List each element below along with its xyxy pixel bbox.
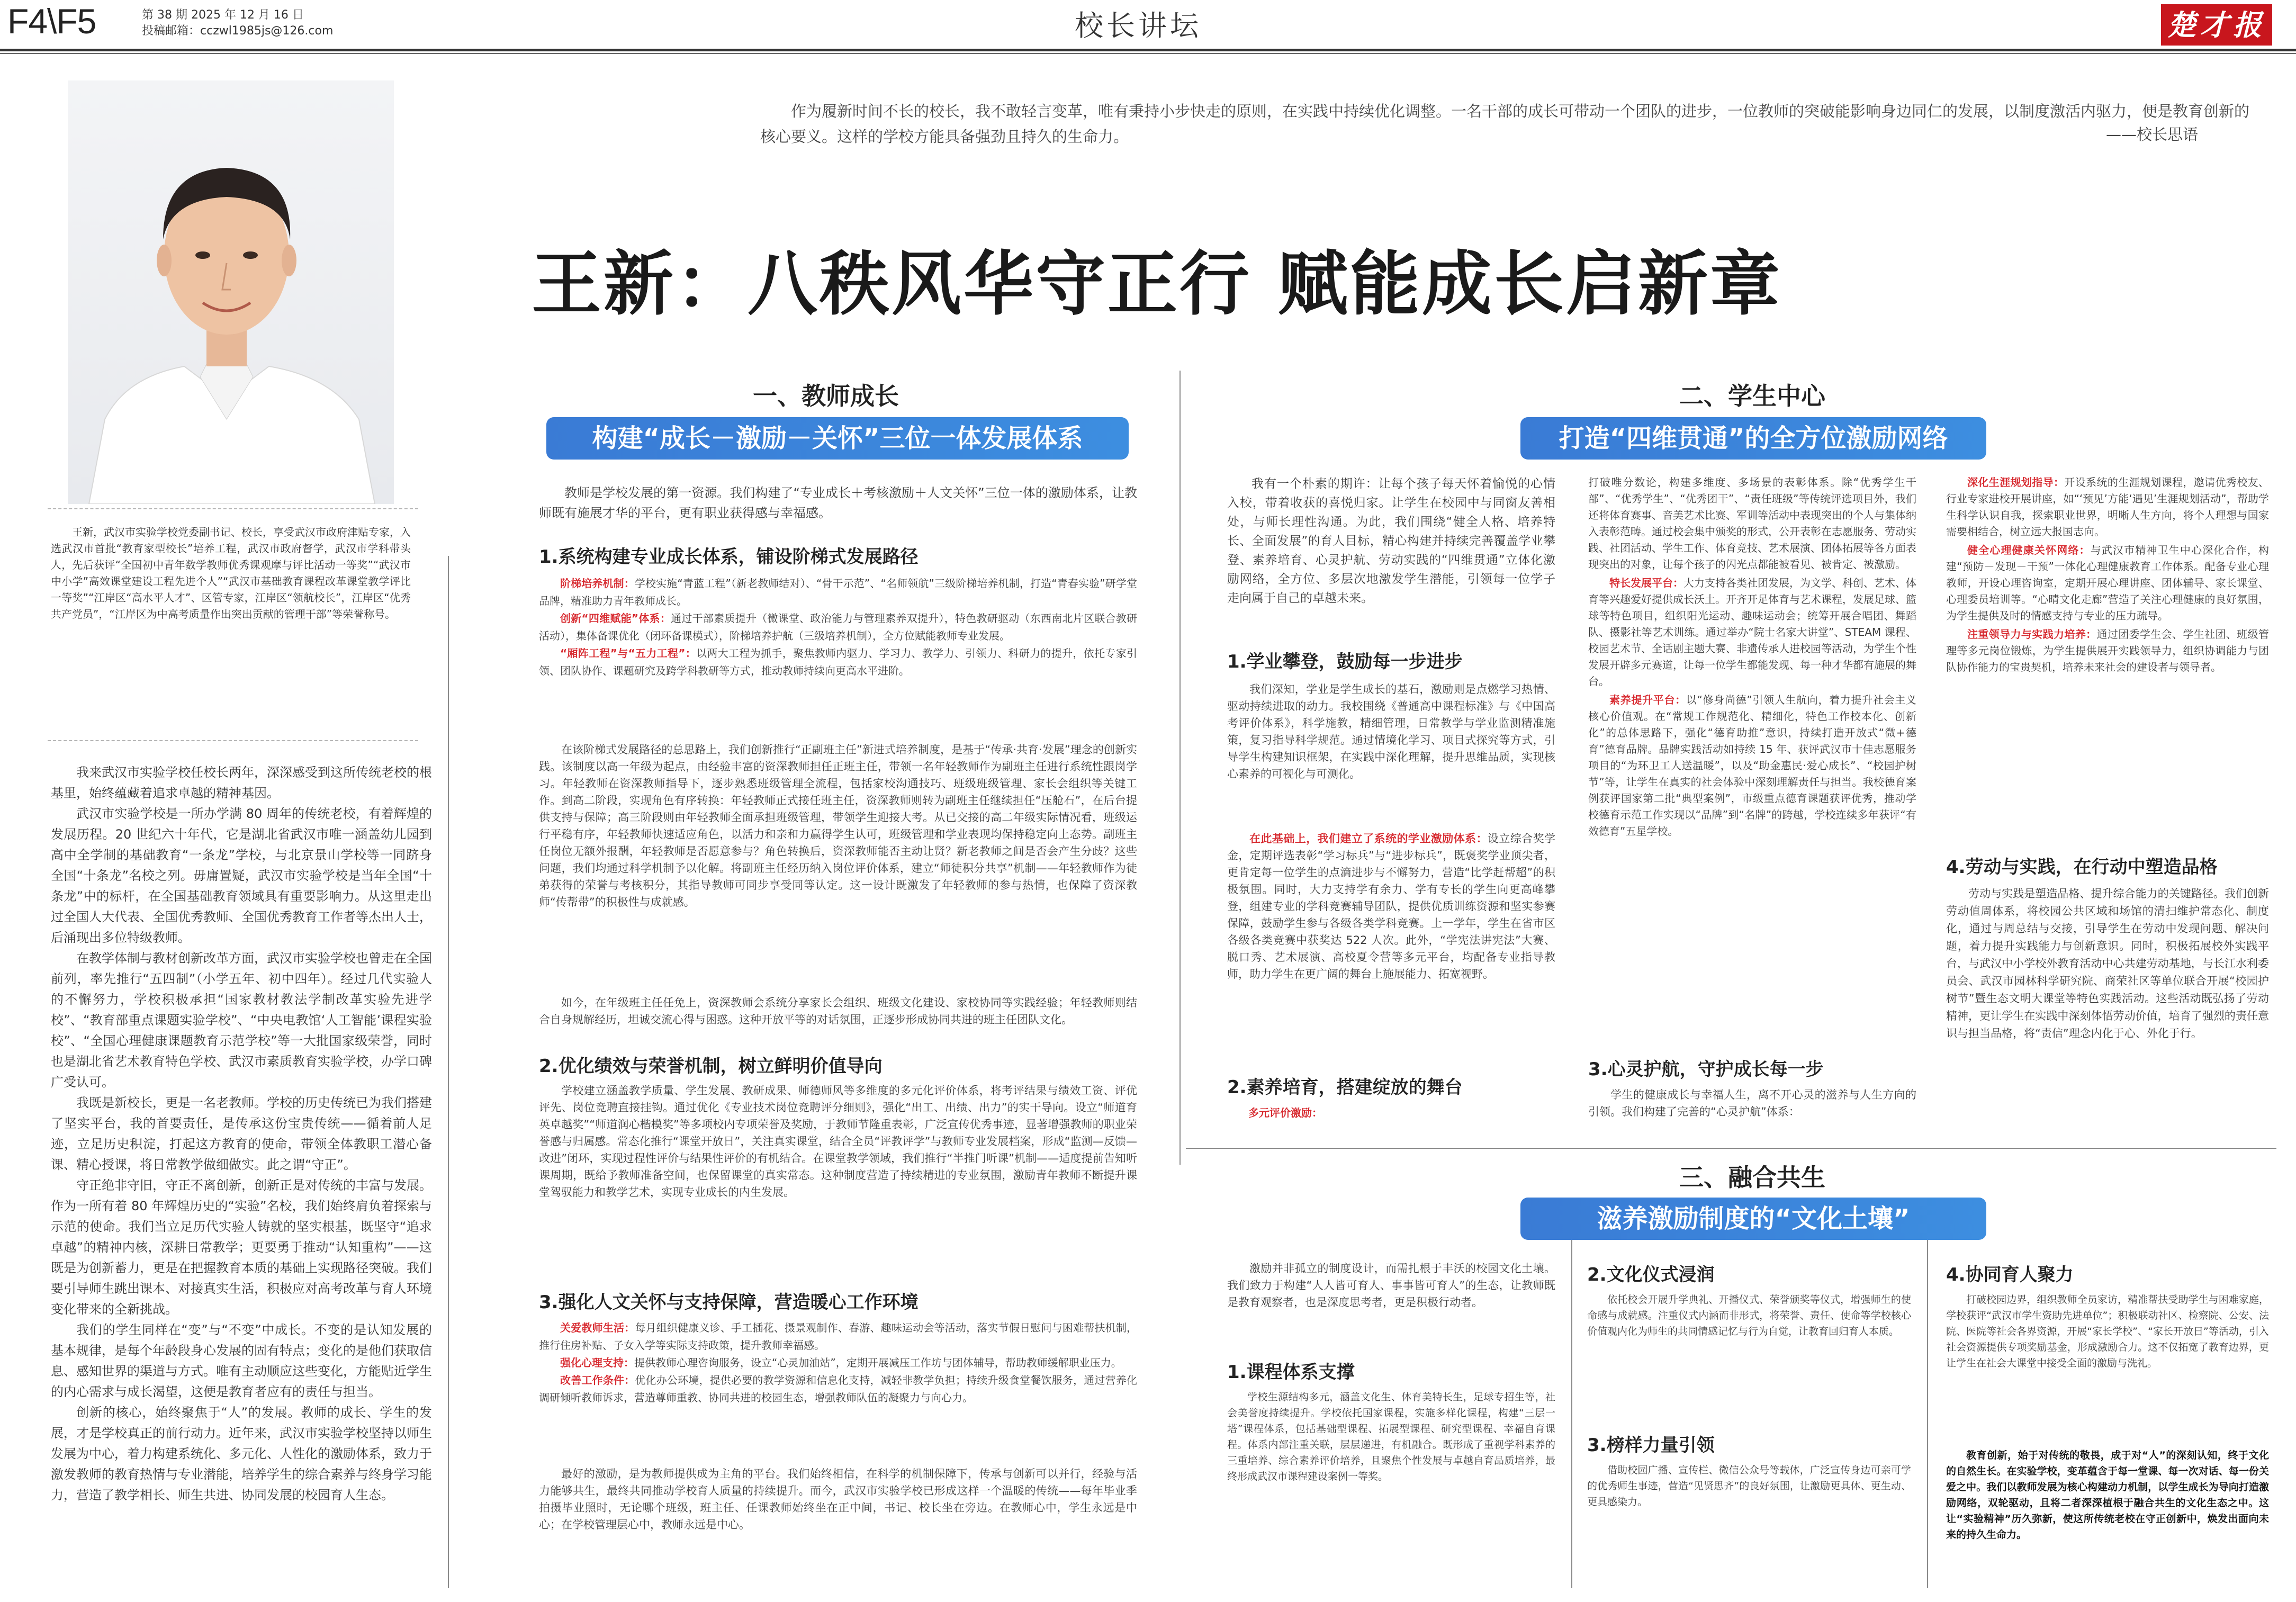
section2-h2-item-label: 多元评价激励： [1248, 1106, 1322, 1119]
section3-h4: 4.协同育人聚力 [1946, 1264, 2074, 1285]
section2-h2-item3-text: 以“修身尚德”引领人生航向，着力提升社会主义核心价值观。在“常规工作规范化、精细化，特色工作校本化、创新化”的总体思路下，强化“德育助推”意识，持续打造开放式“微+德育”德育品牌。品牌实践活动如持续 15 年、获评武汉市十佳志愿服务项目的“为环卫工人送温暖”，以及“助金惠民·爱心成长”、“校园护树节”等，让学生在真实的社会体验中深刻理解责任与担当。我校德育案例获评国家第二批“典型案例”，市级重点德育课题获评优秀，推动学校德育示范工作实现以“品牌”到“名牌”的跨越，学校连续多年获评“有效德育”五星学校。 [1588, 694, 1916, 838]
section2-h2: 2.素养培育，搭建绽放的舞台 [1227, 1077, 1463, 1098]
submission-email: 投稿邮箱：cczwl1985js@126.com [142, 24, 334, 38]
section1-h1: 1.系统构建专业成长体系，铺设阶梯式发展路径 [539, 546, 919, 568]
h3-item-label: 深化生涯规划指导： [1967, 476, 2065, 489]
intro-paragraph: 创新的核心，始终聚焦于“人”的发展。教师的成长、学生的发展，才是学校真正的前行动力。近年来，武汉市实验学校坚持以师生发展为中心，着力构建系统化、多元化、人性化的激励体系，致力于激发教师的教育热情与专业潜能，培养学生的综合素养与终身学习能力，营造了教学相长、师生共进、协同发展的校园育人生态。 [51, 1405, 432, 1502]
principal-bio: 王新，武汉市实验学校党委副书记、校长，享受武汉市政府津贴专家，入选武汉市首批“教育家型校长”培养工程，武汉市政府督学，武汉市学科带头人，先后获评“全国初中青年数学教师优秀课观摩与评比活动一等奖”“武汉市中小学”高效课堂建设工程先进个人”“武汉市基础教育课程改革课堂教学评比一等奖”“江岸区“高水平人才”、区管专家，江岸区“领航校长”，江岸区“优秀共产党员”，“江岸区为中高考质量作出突出贡献的管理干部”等荣誉称号。 [51, 526, 411, 620]
section2-h2-item [1227, 1104, 1555, 1121]
section2-h1-para2-label: 在此基础上，我们建立了系统的学业激励体系： [1249, 832, 1488, 845]
section2-h2-item3-label: 素养提升平台： [1609, 694, 1686, 706]
left-intro-column [51, 762, 432, 1506]
section3-title: 三、融合共生 [1679, 1163, 1825, 1192]
section3-h2-para: 依托校会开展升学典礼、开播仪式、荣誉颁奖等仪式，增强师生的使命感与成就感。注重仪式内涵而非形式，将荣誉、责任、使命等学校核心价值观内化为师生的共同情感记忆与行为自觉，让教育回归育人本质。 [1587, 1294, 1911, 1337]
h1-item [539, 645, 1137, 680]
section1-h3-para: 最好的激励，是为教师提供成为主角的平台。我们始终相信，在科学的机制保障下，传承与创新可以并行，经验与活力能够共生，最终共同推动学校育人质量的持续提升。而今，武汉市实验学校已形成这样一个温暖的传统——每年毕业季拍摄毕业照时，无论哪个班级，班主任、任课教师始终坐在正中间，书记、校长坐在旁边。在教师心中，学生永远是中心；在学校管理层心中，教师永远是中心。 [539, 1468, 1137, 1531]
h3-item [1946, 626, 2269, 676]
principal-portrait [68, 80, 394, 504]
section3-banner: 滋养激励制度的“文化土壤” [1520, 1198, 1986, 1240]
section2-intro: 我有一个朴素的期许：让每个孩子每天怀着愉悦的心情入校，带着收获的喜悦归家。让学生在校园中与同窗友善相处，与师长理性沟通。为此，我们围绕“健全人格、培养特长、全面发展”的育人目标，精心构建并持续完善覆盖学业攀登、素养培育、心灵护航、劳动实践的“四维贯通”立体化激励网络，全方位、多层次地激发学生潜能，引领每一位学子走向属于自己的卓越未来。 [1227, 477, 1555, 605]
section2-banner: 打造“四维贯通”的全方位激励网络 [1520, 417, 1986, 460]
section1-banner: 构建“成长－激励－关怀”三位一体发展体系 [546, 417, 1129, 460]
h3-item-label: 强化心理支持： [560, 1356, 634, 1369]
paper-logo: 楚才报 [2161, 4, 2272, 46]
section2-h2-item2-text: 大力支持各类社团发展，为文学、科创、艺术、体育等兴趣爱好提供成长沃土。开齐开足体育与艺术课程，发展足球、篮球等特色项目，组织阳光运动、趣味运动会；统筹开展合唱团、舞蹈队、摄影社等艺术训练。通过举办“院士名家大讲堂”、STEAM 课程、校园艺术节、全话剧主题大赛、非遗传承人进校园等活动，为学生个性发展开辟多元赛道，让每一位学生都能发现、每一种才华都有施展的舞台。 [1588, 577, 1916, 688]
h1-item-label: 创新“四维赋能”体系： [560, 612, 671, 625]
principal-quote: 作为履新时间不长的校长，我不敢轻言变革，唯有秉持小步快走的原则，在实践中持续优化调整。一名干部的成长可带动一个团队的进步，一位教师的突破能影响身边同仁的发展，以制度激活内驱力，便是教育创新的核心要义。这样的学校方能具备强劲且持久的生命力。 [760, 102, 2250, 146]
h3-item-label: 注重领导力与实践力培养： [1967, 628, 2097, 641]
section2-h3-items [1946, 474, 2269, 676]
intro-paragraph: 武汉市实验学校是一所办学满 80 周年的传统老校，有着辉煌的发展历程。20 世纪六十年代，它是湖北省武汉市唯一涵盖幼儿园到高中全学制的基础教育“一条龙”学校，与北京景山学校等一同跻身全国“十条龙”名校之列。毋庸置疑，武汉市实验学校是当年全国“十条龙”中的标杆，在全国基础教育领域具有重要影响力。从这里走出过全国人大代表、全国优秀教师、全国优秀教育工作者等杰出人士，后涌现出多位特级教师。 [51, 806, 432, 945]
h3-item [1946, 542, 2269, 624]
section1-h3-items [539, 1319, 1137, 1407]
section3-h2: 2.文化仪式浸润 [1587, 1264, 1715, 1285]
column-rule [448, 556, 449, 1588]
section2-h4: 4.劳动与实践，在行动中塑造品格 [1946, 857, 2218, 878]
section1-intro: 教师是学校发展的第一资源。我们构建了“专业成长＋考核激励＋人文关怀”三位一体的激励体系，让教师既有施展才华的平台，更有职业获得感与幸福感。 [539, 485, 1137, 520]
section3-rule [1186, 1148, 2276, 1149]
h3-item [539, 1372, 1137, 1407]
h1-item-label: “厢阵工程”与“五力工程”： [560, 647, 697, 660]
section1-h2: 2.优化绩效与荣誉机制，树立鲜明价值导向 [539, 1056, 883, 1077]
h1-item-text: 通过干部素质提升（微课堂、政治能力与管理素养双提升），特色教研驱动（东西南北片区联合教研活动），集体备课优化（闭环备课模式），阶梯培养护航（三级培养机制），全方位赋能教师专业发展。 [539, 612, 1138, 642]
section1-title: 一、教师成长 [753, 382, 899, 410]
section3-h1-para: 学校生源结构多元，涵盖文化生、体育美特长生，足球专招生等，社会美誉度持续提升。学校依托国家课程，实施多样化课程，构建“三层一塔”课程体系，包括基础型课程、拓展型课程、研究型课程、幸福自育课程。体系内部注重关联，层层递进，有机融合。既形成了重视学科素养的三重培养、综合素养评价培养，且聚焦个性发展与卓越自育品质培养，最终形成武汉市课程建设案例一等奖。 [1227, 1391, 1555, 1482]
section1-h1-items [539, 575, 1137, 680]
section3-h3-para: 借助校园广播、宣传栏、微信公众号等载体，广泛宣传身边可亲可学的优秀师生事迹，营造“见贤思齐”的良好氛围，让激励更具体、更生动、更具感染力。 [1587, 1464, 1911, 1508]
headline: 王新：八秩风华守正行 赋能成长启新章 [532, 244, 1782, 325]
section2-h3-para: 学生的健康成长与幸福人生，离不开心灵的滋养与人生方向的引领。我们构建了完善的“心灵护航”体系： [1588, 1088, 1916, 1118]
h3-item-text: 与武汉市精神卫生中心深化合作，构建“预防－发现－干预”一体化心理健康教育工作体系。配备专业心理教师，开设心理咨询室，定期开展心理讲座、团体辅导、家长课堂、心理委员培训等。“心晴文化走廊”营造了关注心理健康的良好氛围，为学生提供及时的情感支持与专业的压力疏导。 [1946, 544, 2270, 622]
header-rule [0, 49, 2296, 51]
section1-h3: 3.强化人文关怀与支持保障，营造暖心工作环境 [539, 1292, 919, 1313]
section2-h2-item2-label: 特长发展平台： [1609, 577, 1683, 589]
h3-item [1946, 474, 2269, 540]
section3-intro: 激励并非孤立的制度设计，而需扎根于丰沃的校园文化土壤。我们致力于构建“人人皆可育人、事事皆可育人”的生态，让教师既是教育观察者，也是深度思考者，更是积极行动者。 [1227, 1262, 1555, 1309]
intro-paragraph: 我们的学生同样在“变”与“不变”中成长。不变的是认知发展的基本规律，是每个年龄段身心发展的固有特点；变化的是他们获取信息、感知世界的渠道与方式。唯有主动顺应这些变化，方能贴近学生的内心需求与成长渴望，这便是教育者应有的责任与担当。 [51, 1322, 432, 1399]
h1-item-text: 以两大工程为抓手，聚焦教师内驱力、学习力、教学力、引领力、科研力的提升，依托专家引领、团队协作、课题研究及跨学科教研等方式，推动教师持续向更高水平进阶。 [539, 647, 1138, 677]
h3-item-text: 每月组织健康义诊、手工插花、摄景观制作、春游、趣味运动会等活动，落实节假日慰问与困难帮扶机制，推行住房补贴、子女入学等实际支持政策，提升教师幸福感。 [539, 1321, 1138, 1352]
h1-item [539, 610, 1137, 645]
section2-h1-para2 [1227, 830, 1555, 983]
section3-closing: 教育创新，始于对传统的敬畏，成于对“人”的深刻认知，终于文化的自然生长。在实验学校，变革蕴含于每一堂课、每一次对话、每一份关爱之中。我们以教师发展为核心构建动力机制，以学生成长为导向打造激励网络，双轮驱动，且将二者深深植根于融合共生的文化生态之中。这让“实验精神”历久弥新，使这所传统老校在守正创新中，焕发出面向未来的持久生命力。 [1946, 1450, 2269, 1541]
section1-h1-para2: 如今，在年级班主任任免上，资深教师会系统分享家长会组织、班级文化建设、家校协同等实践经验；年轻教师则结合自身规解经历，坦诚交流心得与困惑。这种开放平等的对话氛围，正逐步形成协同共进的班主任团队文化。 [539, 996, 1137, 1026]
h3-item-label: 健全心理健康关怀网络： [1967, 544, 2091, 556]
intro-paragraph: 守正绝非守旧，守正不离创新，创新正是对传统的丰富与发展。作为一所有着 80 年辉煌历史的“实验”名校，我们始终肩负着探索与示范的使命。我们当立足历代实验人铸就的坚实根基，既坚守“追求卓越”的精神内核，深耕日常教学；更要勇于推动“认知重构”——这既是为创新蓄力，更是在把握教育本质的基础上实现路径突破。我们要引导师生跳出课本、对接真实生活，积极应对高考改革与育人环境变化带来的全新挑战。 [51, 1178, 432, 1317]
column-rule [1927, 1218, 1928, 1588]
h1-item [539, 575, 1137, 610]
section2-h3: 3.心灵护航，守护成长每一步 [1588, 1059, 1824, 1080]
h3-item-label: 关爱教师生活： [560, 1321, 635, 1334]
page-number: F4\F5 [7, 2, 96, 41]
section1-h1-para: 在该阶梯式发展路径的总思路上，我们创新推行“正副班主任”新进式培养制度，是基于“传承·共育·发展”理念的创新实践。该制度以高一年级为起点，由经验丰富的资深教师担任正班主任，带领一名年轻教师作为副班主任进行系统性跟岗学习。年轻教师在资深教师指导下，逐步熟悉班级管理全流程，包括家校沟通技巧、班级班级管理、家长会组织等关键工作。到高二阶段，实现角色有序转换：年轻教师正式接任班主任，资深教师则转为副班主任继续担任“压舱石”，在后台提供支持与保障；高三阶段则由年轻教师全面承担班级管理，带领学生迎接大考。从已交接的高二年级实际情况看，班级运行平稳有序，年轻教师快速适应角色，以活力和亲和力赢得学生认可，班级管理和学业表现均保持稳定向上态势。副班主任岗位无额外报酬，年轻教师是否愿意参与？角色转换后，资深教师能否主动让贤？新老教师之间是否会产生分歧？这些问题，我们均通过科学机制予以化解。将副班主任经历纳入岗位评价体系，建立“师徒积分共享”机制——年轻教师作为徒弟获得的荣誉与考核积分，其指导教师可同步享受同等认定。这一设计既激发了年轻教师的参与热情，也保障了资深教师“传帮带”的积极性与成就感。 [539, 743, 1137, 908]
section3-h1: 1.课程体系支撑 [1227, 1362, 1355, 1383]
issue-date: 第 38 期 2025 年 12 月 16 日 [142, 8, 304, 22]
h3-item-label: 改善工作条件： [560, 1374, 635, 1387]
column-name: 校长讲坛 [1075, 9, 1202, 42]
column-rule [1179, 371, 1181, 1165]
section2-h2-item-text: 打破唯分数论，构建多维度、多场景的表彰体系。除“优秀学生干部”、“优秀学生”、“优秀团干”、“责任班级”等传统评选项目外，我们还将体育赛事、音美艺术比赛、军训等活动中表现突出的个人与集体纳入表彰范畴。通过校会集中颁奖的形式，公开表彰在志愿服务、劳动实践、社团活动、学生工作、体育竞技、艺术展演、团体拓展等各方面表现突出的对象，让每个孩子的闪光点都能被看见、被肯定、被激励。 [1588, 476, 1916, 571]
h3-item-text: 提供教师心理咨询服务，设立“心灵加油站”，定期开展减压工作坊与团体辅导，帮助教师缓解职业压力。 [634, 1356, 1122, 1369]
header-rule-thin [0, 53, 2296, 54]
h1-item-text: 学校实施“青蓝工程”（新老教师结对）、“骨干示范”、“名师领航”三级阶梯培养机制，打造“青春实验”研学堂品牌，精准助力青年教师成长。 [539, 577, 1138, 607]
section2-h2-item3 [1588, 692, 1916, 840]
h3-item-text: 优化办公环境，提供必要的教学资源和信息化支持，减轻非教学负担；持续升级食堂餐饮服务，通过营养化调研倾听教师诉求，营造尊师重教、协同共进的校园生态，增强教师队伍的凝聚力与向心力。 [539, 1374, 1138, 1404]
h3-item-text: 通过团委学生会、学生社团、班级管理等多元岗位锻炼，为学生提供展开实践领导力，组织协调能力与团队协作能力的宝贵契机，培养未来社会的建设者与领导者。 [1946, 628, 2270, 673]
section3-h4-para: 打破校园边界，组织教师全员家访，精准帮扶受助学生与困难家庭，学校获评“武汉市学生资助先进单位”；积极联动社区、检察院、公安、法院、医院等社会各界资源，开展“家长学校”、“家长开放日”等活动，引入社会资源提供专项奖励基金，形成激励合力。这不仅拓宽了教育边界，更让学生在社会大课堂中接受全面的激励与洗礼。 [1946, 1294, 2269, 1369]
section2-title: 二、学生中心 [1679, 382, 1825, 410]
portrait-illustration [68, 80, 394, 504]
section2-h1-para: 我们深知，学业是学生成长的基石，激励则是点燃学习热情、驱动持续进取的动力。我校围绕《普通高中课程标准》与《中国高考评价体系》，科学施教，精细管理，日常教学与学业监测精准施策，复习指导科学规范。通过情境化学习、项目式探究等方式，引导学生构建知识框架，在实践中深化理解，提升思维品质，实现核心素养的可视化与可测化。 [1227, 683, 1555, 780]
h1-item-label: 阶梯培养机制： [560, 577, 635, 590]
h3-item [539, 1319, 1137, 1354]
intro-paragraph: 我来武汉市实验学校任校长两年，深深感受到这所传统老校的根基里，始终蕴藏着追求卓越的精神基因。 [51, 765, 432, 800]
quote-signature: ——校长思语 [2106, 125, 2199, 143]
issue-info [142, 7, 333, 39]
section2-h4-para: 劳动与实践是塑造品格、提升综合能力的关键路径。我们创新劳动值周体系，将校园公共区域和场馆的清扫维护常态化、制度化，通过与周总结与交接，引导学生在劳动中发现问题、解决问题，着力提升实践能力与创新意识。同时，积极拓展校外实践平台，与武汉中小学校外教育活动中心共建劳动基地，与长江水利委员会、武汉市园林科学研究院、商荣社区等单位联合开展“校园护树节”暨生态文明大课堂等特色实践活动。这些活动既弘扬了劳动精神，更让学生在实践中深刻体悟劳动价值，培育了强烈的责任意识与担当品格，将“责信”理念内化于心、外化于行。 [1946, 887, 2269, 1040]
h3-item [539, 1354, 1137, 1372]
section3-h3: 3.榜样力量引领 [1587, 1435, 1715, 1456]
section1-h2-para: 学校建立涵盖教学质量、学生发展、教研成果、师德师风等多维度的多元化评价体系，将考评结果与绩效工资、评优评先、岗位竞聘直接挂钩。通过优化《专业技术岗位竞聘评分细则》，强化“出工、出绩、出力”的实干导向。设立“师道育英卓越奖”“师道润心楷模奖”等多项校内专项荣誉及奖励，于教师节隆重表彰，广泛宣传优秀事迹，显著增强教师的职业荣誉感与归属感。常态化推行“课堂开放日”，关注真实课堂，结合全员“评教评学”与教师专业发展档案，形成“监测—反馈—改进”闭环，实现过程性评价与结果性评价的有机结合。在课堂教学领域，我们推行“半推门听课”机制——适度提前告知听课周期，既给予教师准备空间，也保留课堂的真实常态。这种制度营造了持续精进的专业氛围，激励青年教师不断提升课堂驾驭能力和教学艺术，实现专业成长的内生发展。 [539, 1084, 1137, 1199]
section2-h1-para2-text: 设立综合奖学金，定期评选表彰“学习标兵”与“进步标兵”，既褒奖学业顶尖者，更肯定每一位学生的点滴进步与不懈努力，营造“比学赶帮超”的积极氛围。同时，大力支持学有余力、学有专长的学生向更高峰攀登，组建专业的学科竞赛辅导团队，提供优质训练资源和坚实参赛保障，鼓励学生参与各级各类学科竞赛。上一学年，学生在省市区各级各类竞赛中获奖达 522 人次。此外，“学宪法讲宪法”大赛、脱口秀、艺术展演、高校夏令营等多元平台，均配备专业指导教师，助力学生在更广阔的舞台上施展能力、拓宽视野。 [1227, 832, 1556, 980]
section2-h1: 1.学业攀登，鼓励每一步进步 [1227, 651, 1463, 672]
section2-h2-col-b [1588, 474, 1916, 840]
section2-h2-item2 [1588, 575, 1916, 690]
page-header [0, 0, 2296, 49]
column-rule [1571, 1218, 1572, 1588]
intro-paragraph: 在教学体制与教材创新改革方面，武汉市实验学校也曾走在全国前列，率先推行“五四制”（小学五年、初中四年）。经过几代实验人的不懈努力，学校积极承担“国家教材教法学制改革实验先进学校”、“教育部重点课题实验学校”、“中央电教馆‘人工智能’课程实验校”、“全国心理健康课题教育示范学校”等一大批国家级荣誉，同时也是湖北省艺术教育特色学校、武汉市素质教育实验学校，办学口碑广受认可。 [51, 951, 432, 1090]
intro-paragraph: 我既是新校长，更是一名老教师。学校的历史传统已为我们搭建了坚实平台，我的首要责任，是传承这份宝贵传统——循着前人足迹，立足历史积淀，打起这方教育的使命，带领全体教职工潜心备课、精心授课，将日常教学做细做实。此之谓“守正”。 [51, 1095, 432, 1172]
h3-item-text: 开设系统的生涯规划课程，邀请优秀校友、行业专家进校开展讲座，如“‘预见’方能‘遇见’生涯规划活动”，帮助学生科学认识自我，探索职业世界，明晰人生方向，将个人理想与国家需要相结合，树立远大报国志向。 [1946, 476, 2270, 538]
